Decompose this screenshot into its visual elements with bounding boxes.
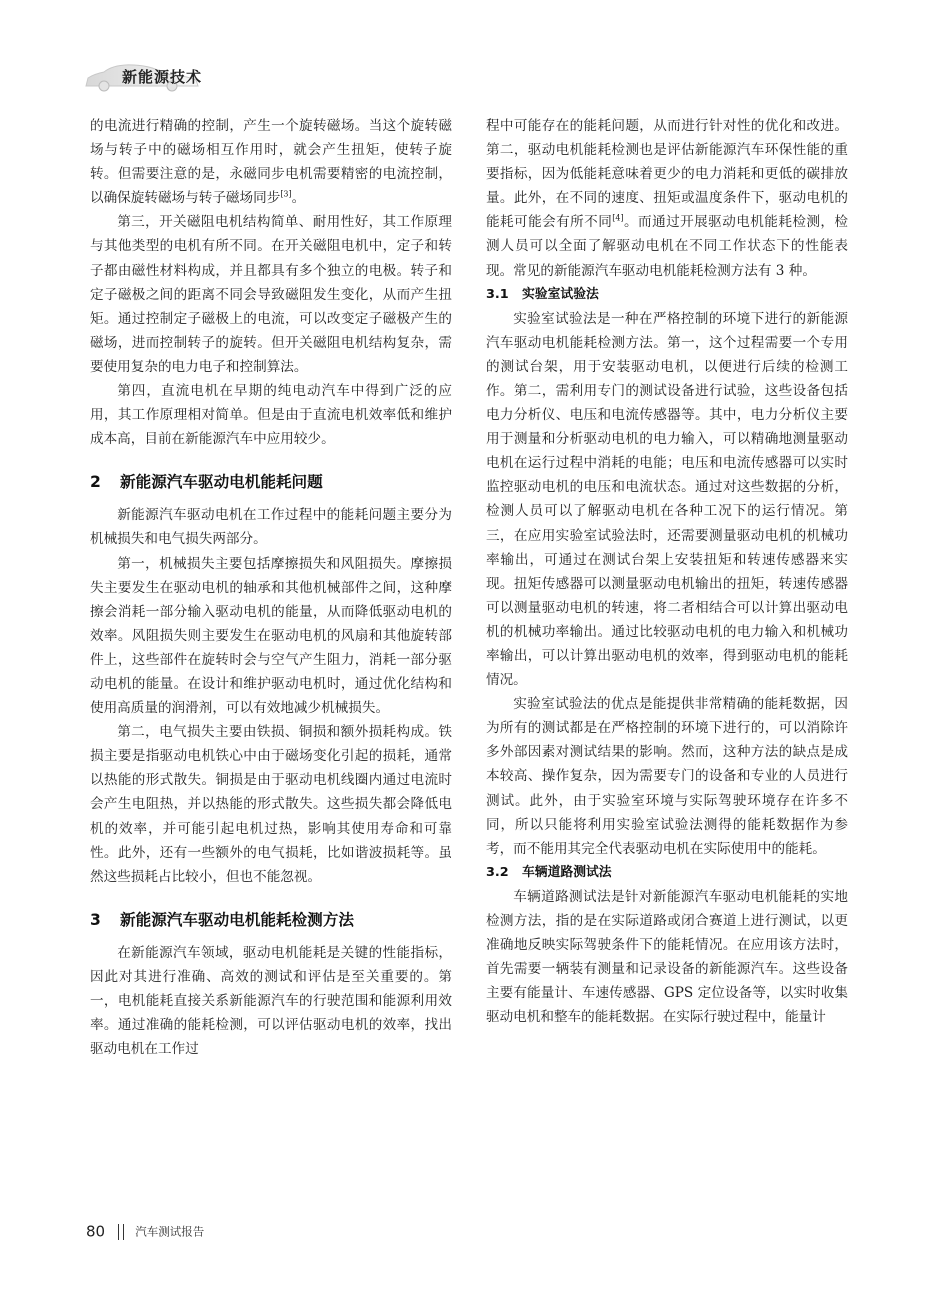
running-header — [88, 58, 868, 98]
citation: [3] — [280, 189, 292, 199]
paragraph: 实验室试验法是一种在严格控制的环境下进行的新能源汽车驱动电机能耗检测方法。第一，这个过程需要一个专用的测试台架，用于安装驱动电机，以便进行后续的检测工作。第二，需利用专门的测试设备进行试验，这些设备包括电力分析仪、电压和电流传感器等。其中，电力分析仪主要用于测量和分析驱动电机的电力输入，可以精确地测量驱动电机在运行过程中消耗的电能；电压和电流传感器可以实时监控驱动电机的电压和电流状态。通过对这些数据的分析，检测人员可以了解驱动电机在各种工况下的运行情况。第三，在应用实验室试验法时，还需要测量驱动电机的机械功率输出，可通过在测试台架上安装扭矩和转速传感器来实现。扭矩传感器可以测量驱动电机输出的扭矩，转速传感器可以测量驱动电机的转速，将二者相结合可以计算出驱动电机的机械功率输出。通过比较驱动电机的电力输入和机械功率输出，可以计算出驱动电机的效率，得到驱动电机的能耗情况。 — [486, 310, 848, 689]
citation: [4] — [612, 213, 624, 223]
paragraph: 的电流进行精确的控制，产生一个旋转磁场。当这个旋转磁场与转子中的磁场相互作用时，就会产生扭矩，使转子旋转。但需要注意的是，永磁同步电机需要精密的电流控制，以确保旋转磁场与转子磁场同步[3]。 — [90, 118, 452, 207]
page-number: 80 — [86, 1222, 106, 1241]
left-column — [90, 114, 452, 1061]
right-column — [486, 114, 848, 1029]
paragraph: 车辆道路测试法是针对新能源汽车驱动电机能耗的实地检测方法，指的是在实际道路或闭合赛道上进行测试，以更准确地反映实际驾驶条件下的能耗情况。在应用该方法时，首先需要一辆装有测量和记录设备的新能源汽车。这些设备主要有能量计、车速传感器、GPS 定位设备等，以实时收集驱动电机和整车的能耗数据。在实际行驶过程中，能量计 — [486, 888, 848, 1026]
journal-name: 汽车测试报告 — [135, 1224, 205, 1239]
paragraph: 第三，开关磁阻电机结构简单、耐用性好，其工作原理与其他类型的电机有所不同。在开关磁阻电机中，定子和转子都由磁性材料构成，并且都具有多个独立的电极。转子和定子磁极之间的距离不同会导致磁阻发生变化，从而产生扭矩。通过控制定子磁极上的电流，可以改变定子磁极产生的磁场，进而控制转子的旋转。但开关磁阻电机结构复杂，需要使用复杂的电力电子和控制算法。 — [90, 214, 452, 375]
paragraph: 实验室试验法的优点是能提供非常精确的能耗数据，因为所有的测试都是在严格控制的环境下进行的，可以消除许多外部因素对测试结果的影响。然而，这种方法的缺点是成本较高、操作复杂，因为需要专门的设备和专业的人员进行测试。此外，由于实验室环境与实际驾驶环境存在许多不同，所以只能将利用实验室试验法测得的能耗数据作为参考，而不能用其完全代表驱动电机在实际使用中的能耗。 — [486, 696, 848, 857]
paragraph: 程中可能存在的能耗问题，从而进行针对性的优化和改进。第二，驱动电机能耗检测也是评估新能源汽车环保性能的重要指标，因为低能耗意味着更少的电力消耗和更低的碳排放量。此外，在不同的速度、扭矩或温度条件下，驱动电机的能耗可能会有所不同[4]。而通过开展驱动电机能耗检测，检测人员可以全面了解驱动电机在不同工作状态下的性能表现。常见的新能源汽车驱动电机能耗检测方法有 3 种。 — [486, 118, 849, 279]
paragraph: 第一，机械损失主要包括摩擦损失和风阻损失。摩擦损失主要发生在驱动电机的轴承和其他机械部件之间，这种摩擦会消耗一部分输入驱动电机的能量，从而降低驱动电机的效率。风阻损失则主要发生在驱动电机的风扇和其他旋转部件上，这些部件在旋转时会与空气产生阻力，消耗一部分驱动电机的能量。在设计和维护驱动电机时，通过优化结构和使用高质量的润滑剂，可以有效地减少机械损失。 — [90, 555, 452, 717]
subsection-heading: 3.2 车辆道路测试法 — [486, 864, 612, 880]
paragraph: 第二，电气损失主要由铁损、铜损和额外损耗构成。铁损主要是指驱动电机铁心中由于磁场变化引起的损耗，通常以热能的形式散失。铜损是由于驱动电机线圈内通过电流时会产生电阻热，并以热能的形式散失。这些损失都会降低电机的效率，并可能引起电机过热，影响其使用寿命和可靠性。此外，还有一些额外的电气损耗，比如谐波损耗等。虽然这些损耗占比较小，但也不能忽视。 — [90, 724, 452, 885]
footer-divider — [118, 1224, 124, 1240]
paragraph: 新能源汽车驱动电机在工作过程中的能耗问题主要分为机械损失和电气损失两部分。 — [90, 507, 452, 548]
paragraph: 在新能源汽车领域，驱动电机能耗是关键的性能指标，因此对其进行准确、高效的测试和评估是至关重要的。第一，电机能耗直接关系新能源汽车的行驶范围和能源利用效率。通过准确的能耗检测，可以评估驱动电机的效率，找出驱动电机在工作过 — [90, 944, 452, 1058]
paragraph: 第四，直流电机在早期的纯电动汽车中得到广泛的应用，其工作原理相对简单。但是由于直流电机效率低和维护成本高，目前在新能源汽车中应用较少。 — [90, 383, 452, 448]
journal-section-title: 新能源技术 — [122, 68, 203, 86]
page-footer — [86, 1221, 204, 1241]
section-heading: 2 新能源汽车驱动电机能耗问题 — [90, 473, 323, 492]
subsection-heading: 3.1 实验室试验法 — [486, 286, 599, 302]
section-heading: 3 新能源汽车驱动电机能耗检测方法 — [90, 910, 354, 929]
